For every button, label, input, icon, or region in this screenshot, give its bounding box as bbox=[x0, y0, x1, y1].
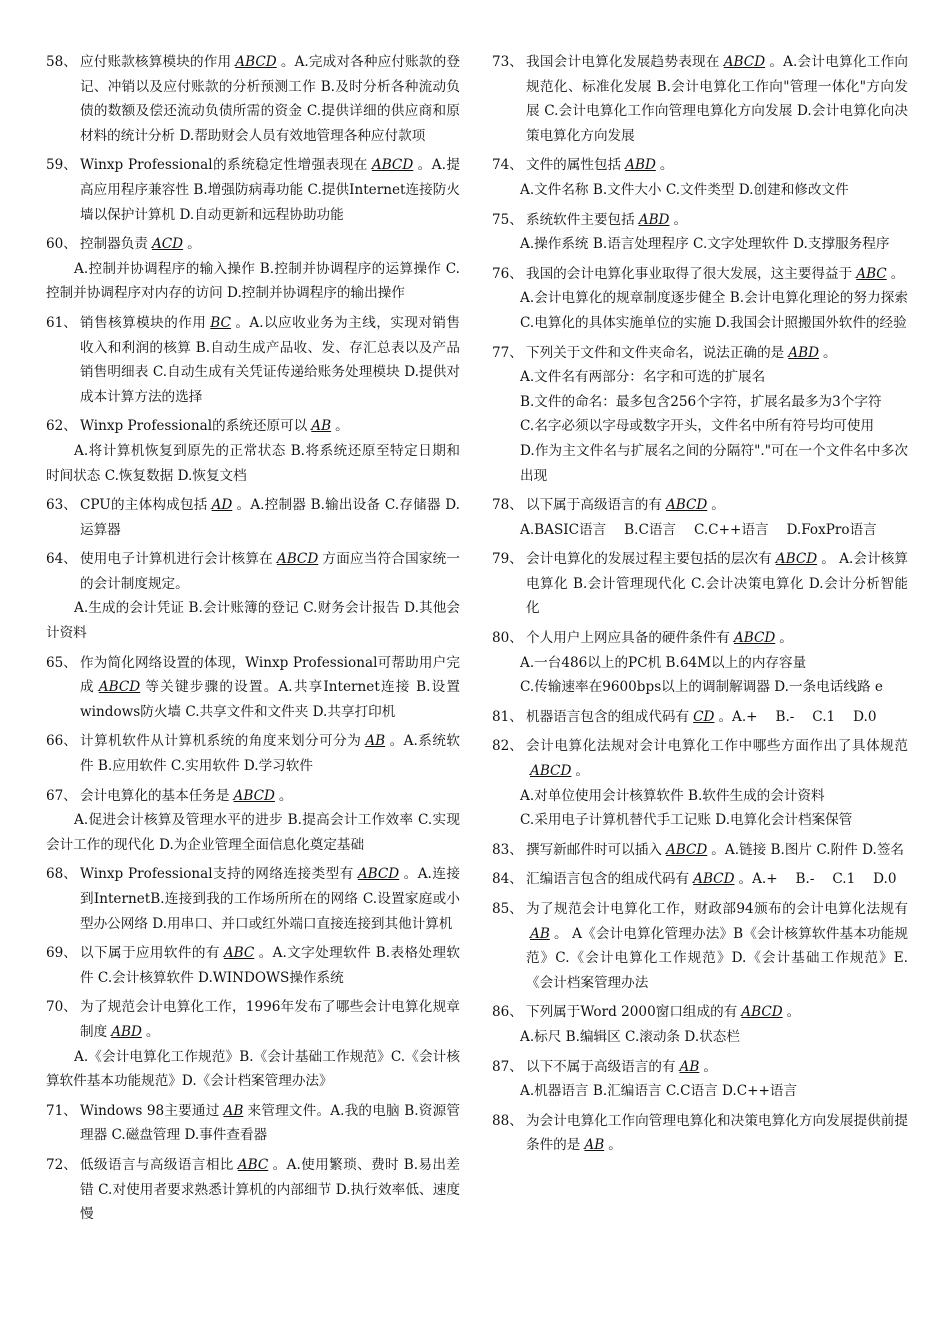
options-line: A.文件名有两部分：名字和可选的扩展名 bbox=[520, 369, 766, 386]
question-text bbox=[526, 1000, 908, 1025]
question-number: 86、 bbox=[492, 1004, 523, 1021]
question-number: 58、 bbox=[46, 54, 77, 70]
options-line: A.一台486以上的PC机 B.64M以上的内存容量 bbox=[520, 654, 807, 671]
question-head bbox=[492, 626, 908, 651]
question-item bbox=[46, 941, 460, 990]
question-text bbox=[526, 734, 908, 783]
question-item bbox=[492, 208, 908, 257]
question-stem: 低级语言与高级语言相比 bbox=[80, 1156, 234, 1173]
answer-blank: ABD bbox=[788, 344, 819, 361]
question-number: 60、 bbox=[46, 236, 77, 253]
answer-blank: ABCD bbox=[741, 1004, 783, 1021]
question-text bbox=[80, 50, 460, 148]
answer-blank: AB bbox=[223, 1102, 244, 1119]
question-item bbox=[46, 995, 460, 1093]
question-options-inline: 。 bbox=[779, 630, 793, 647]
question-item bbox=[46, 493, 460, 542]
question-stem: Windows 98主要通过 bbox=[80, 1102, 220, 1119]
question-options-inline: 。A.提高应用程序兼容性 B.增强防病毒功能 C.提供Internet连接防火墙以保护计算机 D.自动更新和远程协助功能 bbox=[80, 157, 460, 223]
question-item bbox=[46, 50, 460, 148]
question-stem: 机器语言包含的组成代码有 bbox=[526, 708, 690, 725]
answer-blank: ABC bbox=[223, 945, 255, 962]
question-head bbox=[46, 1099, 460, 1148]
answer-blank: ABCD bbox=[530, 763, 572, 780]
question-stem: 文件的属性包括 bbox=[526, 157, 622, 174]
question-options-inline: 。A.以应收业务为主线，实现对销售收入和利润的核算 B.自动生成产品收、发、存汇总表以及产品销售明细表 C.自动生成有关凭证传递给账务处理模块 D.提供对成本计算方法的选择 bbox=[80, 314, 461, 405]
options-line: A.文件名称 B.文件大小 C.文件类型 D.创建和修改文件 bbox=[520, 181, 849, 198]
question-item bbox=[46, 1099, 460, 1148]
question-options-inline: 。A.系统软件 B.应用软件 C.实用软件 D.学习软件 bbox=[80, 733, 460, 775]
question-number: 67、 bbox=[46, 787, 77, 804]
question-options-inline: 。A.链接 B.图片 C.附件 D.签名 bbox=[711, 841, 905, 858]
question-options-inline: 。A.文字处理软件 B.表格处理软件 C.会计核算软件 D.WINDOWS操作系统 bbox=[80, 945, 460, 986]
answer-blank: ABCD bbox=[665, 497, 708, 514]
question-text bbox=[80, 784, 460, 809]
question-options-inline: 。 A《会计电算化管理办法》B《会计核算软件基本功能规范》C.《会计电算化工作规范》D.《会计基础工作规范》E.《会计档案管理办法 bbox=[526, 925, 908, 991]
answer-blank: ABC bbox=[856, 265, 887, 282]
question-text bbox=[526, 262, 908, 287]
answer-blank: ABC bbox=[237, 1156, 269, 1173]
question-number: 72、 bbox=[46, 1156, 77, 1173]
options-line: A.控制并协调程序的输入操作 B.控制并协调程序的运算操作 C.控制并协调程序对内存的访问 D.控制并协调程序的输出操作 bbox=[46, 260, 460, 302]
question-head bbox=[492, 493, 908, 518]
question-head bbox=[492, 867, 908, 892]
question-number: 81、 bbox=[492, 708, 523, 725]
question-stem: 计算机软件从计算机系统的角度来划分可分为 bbox=[80, 733, 362, 750]
question-stem: 为了规范会计电算化工作，财政部94颁布的会计电算化法规有 bbox=[526, 901, 908, 917]
question-stem: 撰写新邮件时可以插入 bbox=[526, 841, 662, 858]
question-text bbox=[526, 493, 908, 518]
question-text bbox=[80, 651, 460, 725]
question-item bbox=[492, 341, 908, 489]
question-item bbox=[492, 1109, 908, 1158]
question-item bbox=[46, 153, 460, 227]
question-head bbox=[492, 262, 908, 287]
question-text bbox=[526, 867, 908, 892]
question-head bbox=[492, 1109, 908, 1158]
options-line: B.文件的命名：最多包含256个字符，扩展名最多为3个字符 bbox=[520, 393, 882, 410]
question-stem: 以下不属于高级语言的有 bbox=[526, 1058, 676, 1075]
answer-blank: ABCD bbox=[775, 551, 818, 568]
answer-blank: BC bbox=[210, 314, 231, 331]
question-text bbox=[526, 1055, 908, 1080]
question-options-inline: 。 bbox=[575, 763, 589, 780]
question-head bbox=[492, 341, 908, 366]
question-item bbox=[46, 1153, 460, 1227]
question-number: 83、 bbox=[492, 841, 523, 858]
question-head bbox=[46, 862, 460, 936]
question-options-inline: 。 bbox=[823, 344, 837, 361]
question-item bbox=[492, 262, 908, 336]
question-stem: 使用电子计算机进行会计核算在 bbox=[80, 551, 273, 568]
question-text bbox=[526, 1109, 908, 1158]
question-stem: 控制器负责 bbox=[80, 236, 148, 253]
question-stem: 会计电算化法规对会计电算化工作中哪些方面作出了具体规范 bbox=[526, 738, 908, 755]
answer-blank: ABD bbox=[625, 157, 656, 174]
question-stem: 会计电算化的发展过程主要包括的层次有 bbox=[526, 551, 772, 568]
question-number: 66、 bbox=[46, 733, 77, 750]
question-text bbox=[80, 311, 460, 409]
question-number: 85、 bbox=[492, 901, 523, 917]
options-line: A.操作系统 B.语言处理程序 C.文字处理软件 D.支撑服务程序 bbox=[520, 236, 890, 253]
question-head bbox=[492, 1055, 908, 1080]
question-number: 82、 bbox=[492, 738, 523, 755]
question-text bbox=[526, 838, 908, 863]
question-head bbox=[492, 897, 908, 995]
question-head bbox=[46, 941, 460, 990]
question-text bbox=[80, 1099, 460, 1148]
question-stem: 为会计电算化工作向管理电算化和决策电算化方向发展提供前提条件的是 bbox=[526, 1112, 908, 1154]
question-item bbox=[492, 153, 908, 202]
question-stem: 会计电算化的基本任务是 bbox=[80, 787, 230, 804]
answer-blank: AB bbox=[530, 925, 550, 942]
question-options-inline: 。A.会计电算化工作向规范化、标准化发展 B.会计电算化工作向"管理一体化"方向发展 C.会计电算化工作向管理电算化方向发展 D.会计电算化向决策电算化方向发展 bbox=[526, 54, 909, 144]
answer-blank: AD bbox=[211, 497, 233, 514]
answer-blank: ABD bbox=[638, 211, 670, 228]
question-number: 88、 bbox=[492, 1112, 523, 1129]
question-number: 69、 bbox=[46, 945, 77, 962]
question-number: 79、 bbox=[492, 551, 523, 568]
question-item bbox=[492, 705, 908, 730]
question-item bbox=[46, 547, 460, 645]
question-item bbox=[492, 493, 908, 542]
question-head bbox=[46, 50, 460, 148]
question-item bbox=[46, 729, 460, 778]
left-column bbox=[46, 50, 460, 1232]
question-text bbox=[526, 50, 908, 148]
question-item bbox=[46, 414, 460, 488]
question-head bbox=[46, 153, 460, 227]
question-item bbox=[492, 626, 908, 700]
question-stem: 作为简化网络设置的体现，Winxp Professional可帮助用户完成 bbox=[80, 654, 460, 696]
question-item bbox=[492, 1055, 908, 1104]
question-item bbox=[46, 784, 460, 858]
question-options-inline: 。 bbox=[673, 211, 688, 228]
question-stem: 系统软件主要包括 bbox=[526, 211, 635, 228]
answer-blank: CD bbox=[693, 708, 715, 725]
question-number: 78、 bbox=[492, 497, 523, 514]
answer-blank: ABCD bbox=[98, 679, 141, 696]
answer-blank: AB bbox=[679, 1058, 700, 1075]
question-options-inline: 。A.使用繁琐、费时 B.易出差错 C.对使用者要求熟悉计算机的内部细节 D.执行效率低、速度慢 bbox=[80, 1156, 460, 1223]
question-head bbox=[492, 208, 908, 233]
question-options-inline: 。 bbox=[703, 1058, 717, 1075]
question-stem: 我国会计电算化发展趋势表现在 bbox=[526, 54, 720, 70]
question-text bbox=[80, 941, 460, 990]
question-item bbox=[492, 1000, 908, 1049]
answer-blank: AB bbox=[584, 1137, 605, 1154]
options-line: C.传输速率在9600bps以上的调制解调器 D.一条电话线路 e bbox=[520, 679, 883, 696]
question-text bbox=[80, 547, 460, 596]
question-item bbox=[492, 867, 908, 892]
question-text bbox=[80, 153, 460, 227]
question-number: 65、 bbox=[46, 654, 77, 671]
answer-blank: AB bbox=[365, 733, 386, 750]
question-text bbox=[526, 626, 908, 651]
answer-blank: ABCD bbox=[233, 787, 275, 804]
question-text bbox=[80, 1153, 460, 1227]
question-number: 87、 bbox=[492, 1058, 523, 1075]
question-text bbox=[526, 341, 908, 366]
answer-blank: ABCD bbox=[371, 157, 414, 174]
question-text bbox=[526, 208, 908, 233]
question-stem: Winxp Professional支持的网络连接类型有 bbox=[80, 866, 354, 883]
answer-blank: ABCD bbox=[665, 841, 708, 858]
question-number: 64、 bbox=[46, 551, 77, 568]
question-stem: 为了规范会计电算化工作，1996年发布了哪些会计电算化规章制度 bbox=[80, 999, 460, 1040]
question-head bbox=[46, 784, 460, 809]
options-line: A.《会计电算化工作规范》B.《会计基础工作规范》C.《会计核算软件基本功能规范》D.《会计档案管理办法》 bbox=[46, 1048, 460, 1090]
question-head bbox=[46, 995, 460, 1044]
question-head bbox=[46, 414, 460, 439]
question-number: 80、 bbox=[492, 630, 523, 647]
question-number: 77、 bbox=[492, 344, 523, 361]
answer-blank: ACD bbox=[151, 236, 184, 253]
answer-blank: ABCD bbox=[723, 54, 766, 70]
question-stem: Winxp Professional的系统稳定性增强表现在 bbox=[80, 157, 368, 174]
question-text bbox=[80, 995, 460, 1044]
question-number: 63、 bbox=[46, 497, 77, 514]
question-number: 62、 bbox=[46, 418, 77, 435]
question-head bbox=[492, 838, 908, 863]
options-line: A.生成的会计凭证 B.会计账簿的登记 C.财务会计报告 D.其他会计资料 bbox=[46, 600, 460, 642]
question-options-inline: 。 bbox=[786, 1004, 801, 1021]
question-options-inline: 。A.控制器 B.输出设备 C.存储器 D.运算器 bbox=[80, 497, 460, 538]
right-column bbox=[492, 50, 908, 1163]
question-head bbox=[46, 493, 460, 542]
question-number: 84、 bbox=[492, 871, 523, 888]
question-stem: 下列关于文件和文件夹命名，说法正确的是 bbox=[526, 344, 785, 361]
question-options-inline: 。 A.会计核算电算化 B.会计管理现代化 C.会计决策电算化 D.会计分析智能化 bbox=[526, 551, 908, 617]
question-options-inline: 。A.+ B.- C.1 D.0 bbox=[738, 871, 897, 888]
question-number: 73、 bbox=[492, 54, 523, 70]
question-options-inline: 。 bbox=[711, 497, 725, 514]
question-head bbox=[492, 153, 908, 178]
question-stem: Winxp Professional的系统还原可以 bbox=[80, 418, 308, 435]
question-item bbox=[46, 232, 460, 306]
question-text bbox=[526, 153, 908, 178]
question-text bbox=[80, 729, 460, 778]
options-line: A.会计电算化的规章制度逐步健全 B.会计电算化理论的努力探索 C.电算化的具体实施单位的实施 D.我国会计照搬国外软件的经验 bbox=[520, 290, 908, 331]
question-head bbox=[492, 734, 908, 783]
question-item bbox=[492, 734, 908, 832]
question-item bbox=[492, 547, 908, 621]
question-stem: 以下属于应用软件的有 bbox=[80, 945, 220, 962]
question-head bbox=[46, 651, 460, 725]
question-options-inline: 。A.完成对各种应付账款的登记、冲销以及应付账款的分析预测工作 B.及时分析各种流动负债的数额及偿还流动负债所需的资金 C.提供详细的供应商和原材料的统计分析 D.帮助财会人员有效地管理各种应付款项 bbox=[80, 54, 461, 144]
question-options-inline: 。 bbox=[145, 1023, 160, 1040]
options-line: C.名字必须以字母或数字开头，文件名中所有符号均可使用 bbox=[520, 418, 875, 435]
question-options-inline: 。A.连接到InternetB.连接到我的工作场所所在的网络 C.设置家庭或小型办公网络 D.用串口、并口或红外端口直接连接到其他计算机 bbox=[80, 866, 461, 932]
question-stem: CPU的主体构成包括 bbox=[80, 497, 208, 514]
question-stem: 下列属于Word 2000窗口组成的有 bbox=[526, 1004, 738, 1021]
question-head bbox=[492, 50, 908, 148]
question-text bbox=[80, 493, 460, 542]
question-head bbox=[46, 729, 460, 778]
question-text bbox=[80, 232, 460, 257]
question-number: 76、 bbox=[492, 265, 523, 282]
question-text bbox=[80, 862, 460, 936]
options-line: A.对单位使用会计核算软件 B.软件生成的会计资料 bbox=[520, 787, 825, 804]
question-item bbox=[492, 897, 908, 995]
question-number: 70、 bbox=[46, 999, 77, 1016]
answer-blank: AB bbox=[311, 418, 332, 435]
question-head bbox=[46, 311, 460, 409]
question-text bbox=[526, 897, 908, 995]
question-stem: 应付账款核算模块的作用 bbox=[80, 54, 232, 70]
options-line: A.促进会计核算及管理水平的进步 B.提高会计工作效率 C.实现会计工作的现代化 D.为企业管理全面信息化奠定基础 bbox=[46, 812, 460, 853]
question-options-inline: 。 bbox=[187, 236, 201, 253]
question-options-inline: 。 bbox=[278, 787, 293, 804]
question-options-inline: 。 bbox=[659, 157, 674, 174]
options-line: A.标尺 B.编辑区 C.滚动条 D.状态栏 bbox=[520, 1028, 740, 1045]
question-options-inline: 。 bbox=[608, 1137, 622, 1154]
question-item bbox=[46, 651, 460, 725]
question-options-inline: 方面应当符合国家统一的会计制度规定。 bbox=[80, 551, 461, 592]
answer-blank: ABCD bbox=[276, 551, 319, 568]
question-options-inline: 等关键步骤的设置。A.共享Internet连接 B.设置windows防火墙 C.共享文件和文件夹 D.共享打印机 bbox=[80, 679, 460, 720]
question-stem: 汇编语言包含的组成代码有 bbox=[526, 871, 690, 888]
question-stem: 我国的会计电算化事业取得了很大发展，这主要得益于 bbox=[526, 265, 853, 282]
answer-blank: ABD bbox=[111, 1023, 142, 1040]
question-number: 61、 bbox=[46, 314, 77, 331]
question-stem: 个人用户上网应具备的硬件条件有 bbox=[526, 630, 730, 647]
question-text bbox=[526, 547, 908, 621]
question-item bbox=[46, 311, 460, 409]
question-head bbox=[46, 232, 460, 257]
question-head bbox=[492, 1000, 908, 1025]
question-number: 74、 bbox=[492, 157, 523, 174]
question-head bbox=[46, 547, 460, 596]
options-line: C.采用电子计算机替代手工记账 D.电算化会计档案保管 bbox=[520, 812, 853, 829]
question-item bbox=[492, 838, 908, 863]
question-number: 75、 bbox=[492, 211, 523, 228]
question-head bbox=[492, 705, 908, 730]
options-line: D.作为主文件名与扩展名之间的分隔符"."可在一个文件名中多次出现 bbox=[520, 442, 908, 484]
question-options-inline: 来管理文件。A.我的电脑 B.资源管理器 C.磁盘管理 D.事件查看器 bbox=[80, 1102, 460, 1144]
question-head bbox=[492, 547, 908, 621]
question-number: 68、 bbox=[46, 866, 77, 883]
answer-blank: ABCD bbox=[357, 866, 400, 883]
question-options-inline: 。 bbox=[335, 418, 349, 435]
options-line: A.机器语言 B.汇编语言 C.C语言 D.C++语言 bbox=[520, 1083, 798, 1100]
options-line: A.BASIC语言 B.C语言 C.C++语言 D.FoxPro语言 bbox=[520, 521, 877, 538]
question-options-inline: 。A.+ B.- C.1 D.0 bbox=[718, 708, 877, 725]
answer-blank: ABCD bbox=[693, 871, 735, 888]
question-options-inline: 。 bbox=[890, 265, 905, 282]
question-text bbox=[526, 705, 908, 730]
question-item bbox=[46, 862, 460, 936]
question-item bbox=[492, 50, 908, 148]
question-number: 71、 bbox=[46, 1102, 77, 1119]
question-number: 59、 bbox=[46, 157, 77, 174]
question-stem: 以下属于高级语言的有 bbox=[526, 497, 662, 514]
answer-blank: ABCD bbox=[235, 54, 277, 70]
question-head bbox=[46, 1153, 460, 1227]
answer-blank: ABCD bbox=[733, 630, 776, 647]
question-text bbox=[80, 414, 460, 439]
question-stem: 销售核算模块的作用 bbox=[80, 314, 207, 331]
options-line: A.将计算机恢复到原先的正常状态 B.将系统还原至特定日期和时间状态 C.恢复数据 D.恢复文档 bbox=[46, 442, 460, 484]
